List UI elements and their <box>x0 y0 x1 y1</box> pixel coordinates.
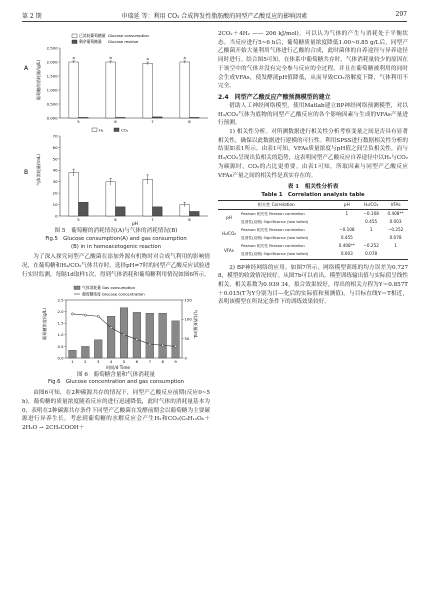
table-cell: 0.078 <box>389 235 402 241</box>
significance-label: a <box>183 54 186 60</box>
table-row <box>218 234 408 242</box>
bar <box>69 173 79 216</box>
legend-label-gas-cn: 气体消耗量 <box>82 284 101 290</box>
table-cell: −0.108 <box>363 210 379 216</box>
y-right-tick-label: 50 <box>184 335 190 341</box>
header-rule <box>22 21 407 22</box>
y-axis-right-title: 气体消耗量/mL <box>193 309 198 338</box>
bar-group <box>69 169 199 216</box>
table-cell <box>334 218 359 226</box>
bar <box>79 202 89 216</box>
bar <box>120 307 128 357</box>
table-cell: 1 <box>345 210 349 216</box>
table-cell: 0.003 <box>334 250 359 259</box>
table-header-cell: VFAs <box>383 200 408 209</box>
legend-swatch-h2 <box>92 128 97 132</box>
table-header-row <box>218 200 408 209</box>
x-tick-label: 6 <box>114 119 117 124</box>
body-paragraph-left-1: 为了深入探究同型产乙酸菌在添加外源有机物时对合成气利用的影响情况，在葡萄糖和H₂/CO₂气体共存时，选择pH=7时的同型产乙酸反应试验进行实时监测，每隔1d取样1次，得到气体消耗和葡萄糖利用情况如图6所示。 <box>22 254 210 278</box>
line-point <box>71 312 73 314</box>
journal-issue: 第 2 期 <box>22 13 42 20</box>
legend-label-glucose-cn: 葡萄糖浓度 <box>82 290 101 296</box>
table-row <box>218 250 408 259</box>
bar <box>190 117 200 118</box>
legend-label-consumed-cn: 已消耗葡萄糖量 <box>79 33 106 39</box>
table-factor-cell: H₂/CO₂ <box>221 231 237 237</box>
bar <box>153 117 163 118</box>
table-row <box>218 209 408 218</box>
bar <box>79 117 89 118</box>
y-left-tick-label: 2.0 <box>57 308 64 314</box>
x-tick-label: 5 <box>77 217 80 222</box>
left-column <box>22 30 210 433</box>
line-point <box>110 326 112 328</box>
y-tick-label: 0.000 <box>46 115 58 121</box>
figure5-caption-en-2: (B) in in homoacetogenic reaction <box>71 243 161 250</box>
table-row <box>218 226 408 234</box>
x-tick-label: 8 <box>188 217 191 222</box>
table-header-cell: H₂/CO₂ <box>359 200 383 209</box>
table-header-cell: pH <box>334 200 359 209</box>
y-tick-label: 70 <box>52 133 58 139</box>
line-point <box>84 313 86 315</box>
bar <box>69 62 79 118</box>
x-axis-title: 时间/d Time <box>105 364 131 370</box>
x-tick-label: 5 <box>122 358 126 364</box>
figure6-caption-en: Fig.6 Glucose concentration and gas consumption <box>48 379 184 386</box>
significance-label: a <box>146 56 149 61</box>
table-cell: 1 <box>394 243 397 249</box>
table-stat-cell: 显著性(双侧) Significance (two tailed) <box>241 220 309 225</box>
section-heading: 2.4 同型产乙酸反应产酸预测模型的建立 <box>218 93 331 101</box>
legend-label-residue-cn: 剩余葡萄糖量 <box>79 39 102 45</box>
legend <box>92 127 129 132</box>
legend-swatch-co2 <box>114 128 119 132</box>
legend <box>72 33 150 44</box>
right-column <box>218 30 408 307</box>
x-tick-label: 8 <box>188 119 191 124</box>
table-cell: 0.408** <box>387 210 404 216</box>
running-title: 申瑞延 等：利用 CO₂ 合成挥发性脂肪酸的同型产乙酸反应的影响因素 <box>121 13 308 20</box>
legend-swatch-consumed <box>72 34 77 38</box>
table-factor-cell: VFAs <box>224 247 234 253</box>
table1-title-en: Table 1 Correlation analysis table <box>261 192 365 199</box>
body-paragraph-left-2: 由图6可知，在2种碳源共存的情况下，同型产乙酸反应前期(反应0~5 h)，葡萄糖的质量浓度随着反应的进行迅速降低，此时气体的消耗量基本为0，表明在2种碳源共存条件下同型产乙酸菌在发酵前期会以葡萄糖为主要碳源进行异养生长。考虑到葡萄糖的水解反应会产生H₂和CO₂(C₆H₁₂O₆＋2H₂O → 2CH₃COOH＋ <box>22 390 210 431</box>
table-stat-cell: 显著性(双侧) Significance (two tailed) <box>240 250 334 259</box>
figure5-panel-b <box>22 124 210 228</box>
y-axis-title: 葡萄糖的消耗量/(g/L) <box>36 59 41 101</box>
y-tick-label: 30 <box>52 179 58 185</box>
bar <box>143 63 153 118</box>
y-left-tick-label: 0.5 <box>57 343 64 349</box>
line-point <box>136 338 138 340</box>
table-cell <box>359 234 383 242</box>
bar <box>172 320 180 357</box>
y-axis-left-title: 葡萄糖浓度/(g/L) <box>42 307 47 340</box>
bar <box>180 62 190 118</box>
table-cell: 0.003 <box>389 219 402 225</box>
bar <box>190 211 200 216</box>
table-cell: 0.408** <box>338 243 355 249</box>
panel-b-label: B <box>24 169 29 176</box>
y-tick-label: 40 <box>52 167 58 173</box>
legend-label-gas: Gas consumption <box>102 284 136 290</box>
figure6-chart <box>22 280 210 372</box>
line-point <box>149 342 151 344</box>
significance-label: b <box>109 54 112 60</box>
line-point <box>162 344 164 346</box>
x-tick-label: 5 <box>77 119 80 124</box>
figure5-caption-cn: 图 5 葡萄糖的消耗情况(A)与气体的消耗情况(B) <box>54 228 178 234</box>
body-paragraph-right-1: 2CO₂＋4H₂ —— 206 kJ/mol)，可以认为气体的产生与消耗处于平衡状态。当反应进行5~6 h后，葡萄糖质量浓度降低1.00~0.85 g/L后，同型产乙酸菌开始大量利用气体进行乙酸的合成，此时菌体的自养途径与异养途径同时进行。结合图5可知，在体系中葡萄糖共存时，气体消耗量较少的原因在于该空中的气体并没有完全参与反应的全过程，并且在葡萄糖被利用的同时会生成VFAs，使发酵液pH值降低，从而导致CO₂溶解度下降，气体利用不完全。 <box>218 31 408 90</box>
y-tick-label: 60 <box>52 144 58 150</box>
bar <box>133 312 141 358</box>
correlation-table <box>218 200 408 260</box>
y-tick-label: 0 <box>55 213 58 219</box>
legend-swatch-gas <box>74 286 80 290</box>
x-tick-label: 7 <box>151 217 154 222</box>
bar <box>116 207 126 216</box>
y-left-tick-label: 1.5 <box>57 320 64 326</box>
y-right-tick-label: 150 <box>184 296 192 302</box>
bar <box>159 313 167 358</box>
table-cell: 1 <box>369 227 373 233</box>
legend-label-h2: H₂ <box>99 127 104 133</box>
y-tick-label: 10 <box>52 201 58 207</box>
x-tick-label: 4 <box>109 358 113 364</box>
x-tick-label: 1 <box>71 358 74 364</box>
legend <box>74 285 145 296</box>
x-tick-label: 9 <box>174 358 177 364</box>
bar <box>81 346 89 358</box>
x-tick-label: 8 <box>161 358 164 364</box>
legend-label-consumed: Glucose consumption <box>108 33 149 39</box>
table-cell: −0.252 <box>387 227 404 233</box>
table-stat-cell: Pearson 相关性 Pearson correlation <box>241 244 305 249</box>
table-header-cell: 相关性 Correlation <box>218 200 334 209</box>
x-tick-label: 6 <box>114 217 117 222</box>
bar <box>146 313 154 358</box>
legend-label-glucose: Glucose concentration <box>102 290 145 296</box>
x-tick-label: 7 <box>151 119 154 124</box>
table1-title-cn: 表 1 相关性分析表 <box>287 184 339 191</box>
x-tick-label: 3 <box>97 358 100 364</box>
bar-group <box>69 55 199 118</box>
bar <box>94 339 102 357</box>
body-paragraph-right-2: 借助人工神经网络模型，使用Matlab建立BP神经网络预测模型，对以H₂/CO₂气体为底物的同型产乙酸反应的各个影响因素与生成的VFAs产量进行预测。 <box>218 102 408 127</box>
table-cell: −0.108 <box>339 227 355 233</box>
bar <box>69 350 77 358</box>
y-tick-label: 1.500 <box>46 73 58 79</box>
bar <box>107 316 115 358</box>
y-left-tick-label: 0.0 <box>57 354 64 360</box>
y-tick-label: 20 <box>52 190 58 196</box>
significance-label: a <box>72 54 75 60</box>
table-cell: 0.455 <box>340 235 353 241</box>
table-cell: 0.078 <box>359 250 383 259</box>
line-point <box>123 333 125 335</box>
table-row <box>218 218 408 226</box>
table-row <box>218 242 408 250</box>
x-tick-label: 6 <box>135 358 139 364</box>
table-stat-cell: Pearson 相关性 Pearson correlation <box>241 211 305 216</box>
line-point <box>174 345 176 347</box>
y-tick-label: 50 <box>52 156 58 162</box>
y-axis-title: 气体消耗量/(mL) <box>36 153 41 187</box>
table-stat-cell: 显著性(双侧) Significance (two tailed) <box>241 236 309 241</box>
bar <box>106 182 116 216</box>
x-tick-label: 2 <box>84 358 87 364</box>
x-tick-label: 7 <box>148 358 151 364</box>
bar <box>106 62 116 118</box>
legend-swatch-residue <box>72 40 77 44</box>
bar <box>116 117 126 118</box>
table-cell <box>383 250 408 259</box>
figure5-caption-en-1: Fig.5 Glucose consumption(A) and gas consumption <box>45 235 187 242</box>
y-tick-label: 1.000 <box>46 87 58 93</box>
y-right-tick-label: 0 <box>184 354 187 360</box>
line-point <box>97 315 99 317</box>
figure6-caption-cn: 图 6 葡萄糖含量和气体消耗量 <box>76 371 156 378</box>
body-paragraph-right-4: 2) BP神经网络的应用。如图7所示，网络模型训练的均方误差为0.727 8，模型的收敛情况较好。从图7b可以看出，模型训练输出值与实际值呈线性相关，相关系数为0.939 34，拟合效果较好，得出的相关方程为Y＝0.857T＋0.015(T为Y分别为目—化后的实际值和预测值)，与目标直线Y＝T相近，表明该模型在所设定条件下的训练效果较好。 <box>218 264 408 306</box>
page-number: 297 <box>395 11 407 18</box>
table-factor-cell: pH <box>226 214 232 220</box>
table-cell: 0.455 <box>365 219 378 225</box>
bar <box>143 179 153 216</box>
x-axis-title: pH <box>132 221 138 226</box>
figure5-panel-a <box>22 30 210 124</box>
panel-a-label: A <box>24 65 29 72</box>
legend-label-residue: Glucose residue <box>108 39 139 45</box>
y-right-tick-label: 100 <box>184 316 192 322</box>
legend-label-co2: CO₂ <box>121 127 129 133</box>
table-cell: −0.252 <box>363 243 379 249</box>
table-stat-cell: Pearson 相关性 Pearson correlation <box>241 228 305 233</box>
y-left-tick-label: 2.5 <box>57 296 64 302</box>
y-tick-label: 2.500 <box>46 45 58 51</box>
y-tick-label: 2.000 <box>46 59 58 65</box>
bar <box>153 207 163 216</box>
y-left-tick-label: 1.0 <box>57 331 64 337</box>
y-tick-label: 0.500 <box>46 101 58 107</box>
body-paragraph-right-3: 1) 相关性分析。对所测数据进行相关性分析考察变量之间是否具有显著相关性，确保以此数据进行建模的可行性。利用SPSS进行数据相关性分析的结果如表1所示。由表1可知，VFAs质量浓度与pH值之间呈负相关性，而与H₂/CO₂呈现出负相关的趋势，这表明同型产乙酸反应自养途径中以H₂与CO₂为碳源时，CO₂的占比更重要。由表1可知，所取因素与同型产乙酸反应VFAs产量之间的相关性是真实存在的。 <box>218 129 408 179</box>
